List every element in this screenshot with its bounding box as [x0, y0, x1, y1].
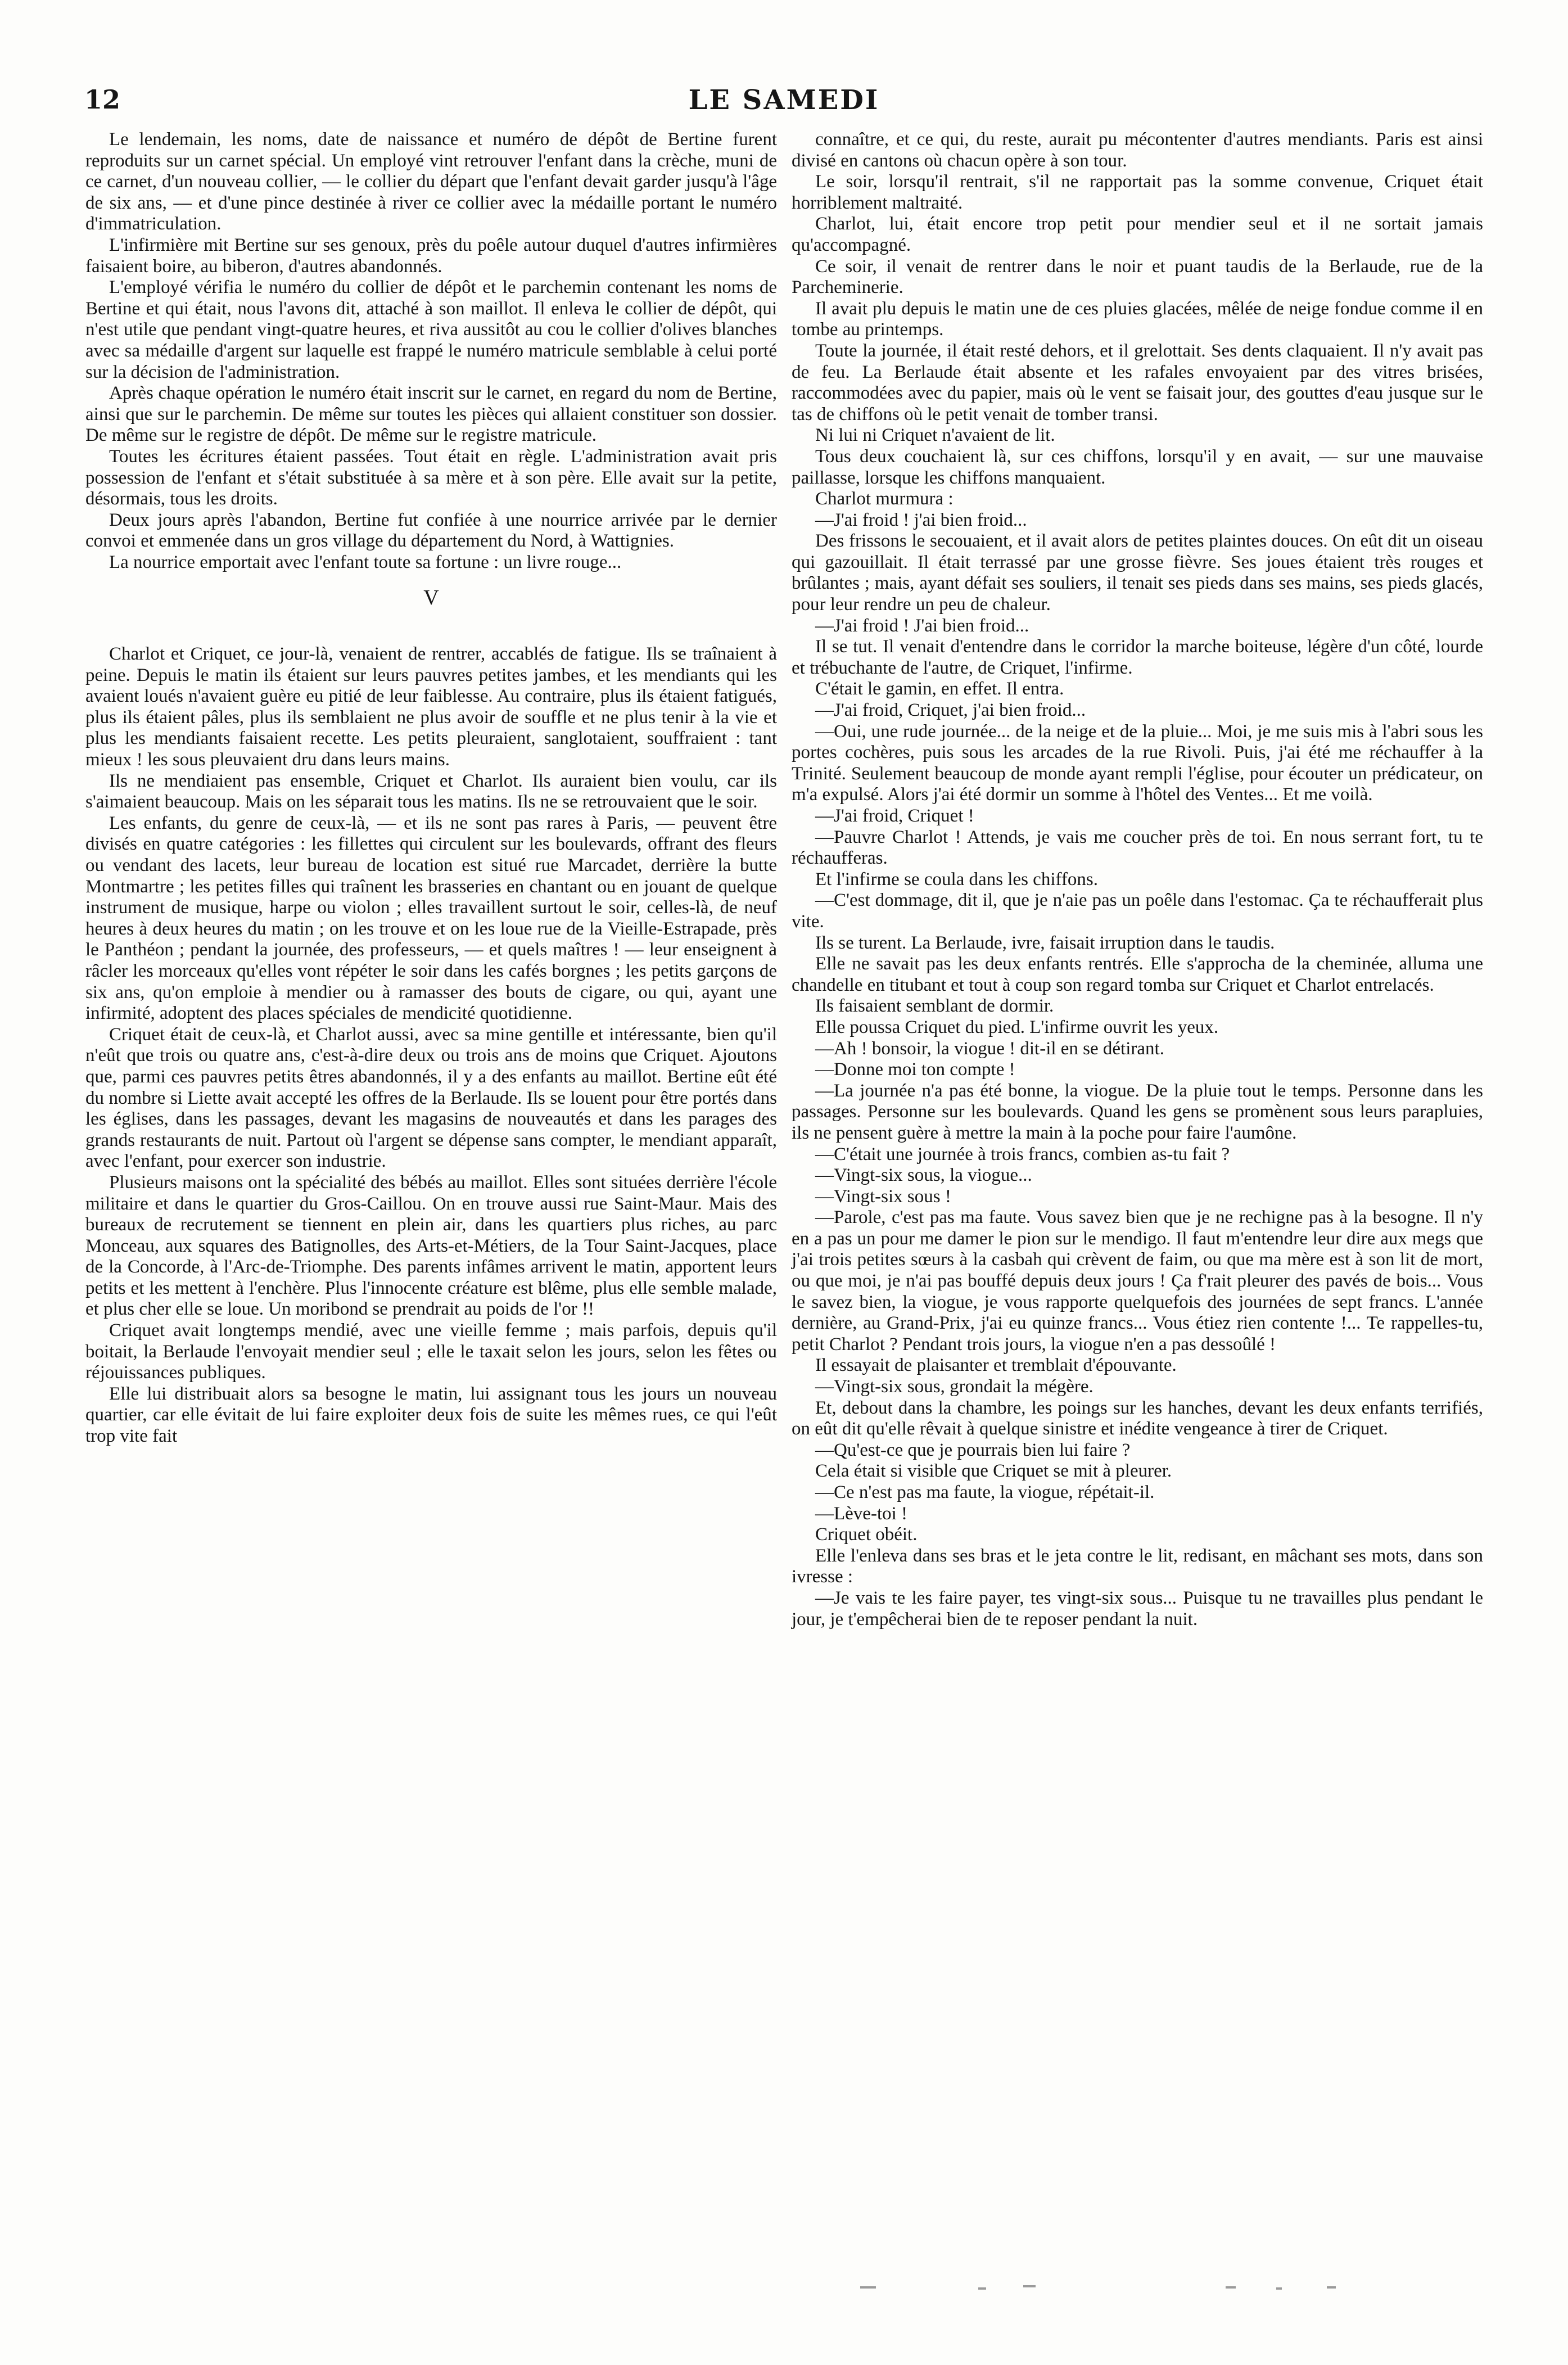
paragraph: Charlot et Criquet, ce jour-là, venaient de rentrer, accablés de fatigue. Ils se traînaient à peine. Depuis le matin ils étaient sur leurs pauvres petites jambes, et les mendiants qui les avaient loués n'avaient guère eu pitié de leur faiblesse. Au contraire, plus ils étaient fatigués, plus ils étaient pâles, plus ils semblaient ne plus avoir de souffle et ne plus tenir à la vie et plus les mendiants faisaient recette. Les petits pleuraient, sanglotaient, souffraient : tant mieux ! les sous pleuvaient dru dans leurs mains.	[85, 644, 777, 770]
left-column-text-after-section	[85, 644, 777, 1447]
paragraph: —Ce n'est pas ma faute, la viogue, répétait-il.	[815, 1482, 1155, 1502]
paragraph: —Vingt-six sous, grondait la mégère.	[815, 1376, 1093, 1397]
paragraph: —J'ai froid, Criquet !	[815, 806, 974, 826]
paragraph: Des frissons le secouaient, et il avait alors de petites plaintes douces. On eût dit un oiseau qui gazouillait. Il était terrassé par une grosse fièvre. Ses joues étaient très rouges et brûlantes ; mais, ayant défait ses souliers, il tenait ses pieds dans ses mains, ses pieds glacés, pour leur rendre un peu de chaleur.	[792, 531, 1483, 615]
print-specks	[860, 2281, 1366, 2298]
right-column-text	[792, 129, 1483, 1630]
paragraph: Criquet avait longtemps mendié, avec une vieille femme ; mais parfois, depuis qu'il boitait, la Berlaude l'envoyait mendier seul ; elle le taxait selon les jours, selon les fêtes ou réjouissances publiques.	[85, 1320, 777, 1383]
paragraph: —J'ai froid, Criquet, j'ai bien froid...	[815, 700, 1086, 721]
paragraph: Il essayait de plaisanter et tremblait d'épouvante.	[815, 1355, 1177, 1376]
paragraph: Charlot, lui, était encore trop petit pour mendier seul et il ne sortait jamais qu'accompagné.	[792, 214, 1483, 255]
paragraph: —Oui, une rude journée... de la neige et de la pluie... Moi, je me suis mis à l'abri sous les portes cochères, puis sous les arcades de la rue Rivoli. Puis, j'ai été me réchauffer à la Trinité. Seulement beaucoup de monde ayant rempli l'église, pour écouter un prédicateur, on m'a expulsé. Alors j'ai été dormir un somme à l'hôtel des Ventes... Et me voilà.	[792, 721, 1483, 805]
paragraph: Elle poussa Criquet du pied. L'infirme ouvrit les yeux.	[815, 1017, 1219, 1037]
paragraph: —Lève-toi !	[815, 1503, 908, 1524]
paragraph: —Vingt-six sous, la viogue...	[815, 1165, 1032, 1186]
paragraph: La nourrice emportait avec l'enfant toute sa fortune : un livre rouge...	[109, 552, 622, 572]
paragraph: Le soir, lorsqu'il rentrait, s'il ne rapportait pas la somme convenue, Criquet était horriblement maltraité.	[792, 171, 1483, 213]
left-column-text-before-section	[85, 129, 777, 573]
paragraph: Elle ne savait pas les deux enfants rentrés. Elle s'approcha de la cheminée, alluma une chandelle en titubant et tout à coup son regard tomba sur Criquet et Charlot entrelacés.	[792, 954, 1483, 995]
paragraph: —Parole, c'est pas ma faute. Vous savez bien que je ne rechigne pas à la besogne. Il n'y en a pas un pour me damer le pion sur le mendigo. Il faut m'entendre leur dire aux megs que j'ai trois petites sœurs à la casbah qui crèvent de faim, ou que ma mère est à son lit de mort, ou que moi, je n'ai pas bouffé depuis deux jours ! Ça f'rait pleurer des pavés de bois... Vous le savez bien, la viogue, je vous rapporte quelquefois des journées de sept francs. L'année dernière, au Grand-Prix, j'ai eu quinze francs... Vous étiez rien contente !... Te rappelles-tu, petit Charlot ? Pendant trois jours, la viogue n'en a pas dessoûlé !	[792, 1207, 1483, 1355]
paragraph: Il se tut. Il venait d'entendre dans le corridor la marche boiteuse, légère d'un côté, lourde et trébuchante de l'autre, de Criquet, l'infirme.	[792, 637, 1483, 678]
paragraph: Ils faisaient semblant de dormir.	[815, 996, 1054, 1017]
paragraph: Toute la journée, il était resté dehors, et il grelottait. Ses dents claquaient. Il n'y avait pas de feu. La Berlaude était absente et les rafales envoyaient par des vitres brisées, raccommodées avec du papier, mais où le vent se faisait jour, des gouttes d'eau jusque sur le tas de chiffons où le petit venait de tomber transi.	[792, 340, 1483, 425]
page-number: 12	[84, 84, 121, 115]
paragraph: —La journée n'a pas été bonne, la viogue. De la pluie tout le temps. Personne dans les passages. Personne sur les boulevards. Quand les gens se promènent sous leurs parapluies, ils ne pensent guère à mettre la main à la poche pour faire l'aumône.	[792, 1080, 1483, 1143]
paragraph: connaître, et ce qui, du reste, aurait pu mécontenter d'autres mendiants. Paris est ainsi divisé en cantons où chacun opère à son tour.	[792, 129, 1483, 171]
paragraph: Ni lui ni Criquet n'avaient de lit.	[815, 425, 1055, 446]
left-column	[85, 129, 777, 1447]
paragraph: —Pauvre Charlot ! Attends, je vais me coucher près de toi. En nous serrant fort, tu te réchaufferas.	[792, 827, 1483, 869]
paragraph: —C'était une journée à trois francs, combien as-tu fait ?	[815, 1144, 1230, 1165]
paragraph: Ils se turent. La Berlaude, ivre, faisait irruption dans le taudis.	[815, 932, 1275, 953]
paragraph: Cela était si visible que Criquet se mit à pleurer.	[815, 1461, 1172, 1482]
paragraph: Elle lui distribuait alors sa besogne le matin, lui assignant tous les jours un nouveau quartier, car elle évitait de lui faire exploiter deux fois de suite les mêmes rues, ce qui l'eût trop vite fait	[85, 1383, 777, 1447]
paragraph: Et, debout dans la chambre, les poings sur les hanches, devant les deux enfants terrifiés, on eût dit qu'elle rêvait à quelque sinistre et inédite vengeance à tirer de Criquet.	[792, 1397, 1483, 1439]
paragraph: Elle l'enleva dans ses bras et le jeta contre le lit, redisant, en mâchant ses mots, dans son ivresse :	[792, 1545, 1483, 1587]
paragraph: Toutes les écritures étaient passées. Tout était en règle. L'administration avait pris possession de l'enfant et s'était substituée à sa mère et à son père. Elle avait sur la petite, désormais, tous les droits.	[85, 446, 777, 509]
right-column	[792, 129, 1483, 1630]
paragraph: Ils ne mendiaient pas ensemble, Criquet et Charlot. Ils auraient bien voulu, car ils s'aimaient beaucoup. Mais on les séparait tous les matins. Ils ne se retrouvaient que le soir.	[85, 770, 777, 813]
paragraph: —Ah ! bonsoir, la viogue ! dit-il en se détirant.	[815, 1038, 1164, 1059]
paragraph: —Je vais te les faire payer, tes vingt-six sous... Puisque tu ne travailles plus pendant le jour, je t'empêcherai bien de te reposer pendant la nuit.	[792, 1587, 1483, 1630]
paragraph: Les enfants, du genre de ceux-là, — et ils ne sont pas rares à Paris, — peuvent être divisés en quatre catégories : les fillettes qui circulent sur les boulevards, offrant des fleurs ou vendant des lacets, leur bureau de location est situé rue Marcadet, derrière la butte Montmartre ; les petites filles qui traînent les brasseries en chantant ou en jouant de quelque instrument de musique, harpe ou violon ; elles travaillent surtout le soir, celles-là, de neuf heures à deux heures du matin ; on les trouve et on les loue rue de la Vieille-Estrapade, près le Panthéon ; pendant la journée, des professeurs, — et quels maîtres ! — leur enseignent à râcler les morceaux qu'elles vont répéter le soir dans les cafés borgnes ; les petits garçons de six ans, qu'on emploie à mendier ou à ramasser des bouts de cigare, ou qui, ayant une infirmité, adoptent des places spéciales de mendicité quotidienne.	[85, 813, 777, 1024]
paragraph: —Vingt-six sous !	[815, 1186, 951, 1207]
paragraph: Le lendemain, les noms, date de naissance et numéro de dépôt de Bertine furent reproduits sur un carnet spécial. Un employé vint retrouver l'enfant dans la crèche, muni de ce carnet, d'un nouveau collier, — le collier du départ que l'enfant devait garder jusqu'à l'âge de six ans, — et d'une pince destinée à river ce collier avec la médaille portant le numéro d'immatriculation.	[85, 129, 777, 234]
paragraph: Deux jours après l'abandon, Bertine fut confiée à une nourrice arrivée par le dernier convoi et emmenée dans un gros village du département du Nord, à Wattignies.	[85, 509, 777, 552]
paragraph: —J'ai froid ! J'ai bien froid...	[815, 615, 1029, 636]
paragraph: Et l'infirme se coula dans les chiffons.	[815, 869, 1098, 890]
paragraph: —Qu'est-ce que je pourrais bien lui faire ?	[815, 1439, 1131, 1460]
paragraph: Il avait plu depuis le matin une de ces pluies glacées, mêlée de neige fondue comme il en tombe au printemps.	[792, 298, 1483, 340]
paragraph: Après chaque opération le numéro était inscrit sur le carnet, en regard du nom de Bertine, ainsi que sur le parchemin. De même sur toutes les pièces qui allaient constituer son dossier. De même sur le registre de dépôt. De même sur le registre matricule.	[85, 383, 777, 446]
paragraph: Criquet obéit.	[815, 1524, 918, 1545]
page-header	[84, 84, 1484, 129]
section-number: V	[423, 586, 439, 610]
paragraph: C'était le gamin, en effet. Il entra.	[815, 679, 1064, 699]
paragraph: L'infirmière mit Bertine sur ses genoux, près du poêle autour duquel d'autres infirmières faisaient boire, au biberon, d'autres abandonnés.	[85, 234, 777, 277]
paragraph: Charlot murmura :	[815, 489, 954, 509]
paragraph: Plusieurs maisons ont la spécialité des bébés au maillot. Elles sont situées derrière l'école militaire et dans le quartier du Gros-Caillou. On en trouve aussi rue Saint-Maur. Mais des bureaux de recrutement se tiennent en plein air, dans les quartiers plus riches, au parc Monceau, aux squares des Batignolles, des Arts-et-Métiers, de la Tour Saint-Jacques, place de la Concorde, à l'Arc-de-Triomphe. Des parents infâmes arrivent le matin, apportent leurs petits et les mettent à l'enchère. Plus l'innocente créature est blême, plus elle semble malade, et plus cher elle se loue. Un moribond se prendrait au poids de l'or !!	[85, 1172, 777, 1320]
paragraph: L'employé vérifia le numéro du collier de dépôt et le parchemin contenant les noms de Bertine et qui était, nous l'avons dit, attaché à son maillot. Il enleva le collier de dépôt, qui n'est utile que pendant vingt-quatre heures, et riva aussitôt au cou le collier d'olives blanches avec sa médaille d'argent sur laquelle est frappé le numéro matricule semblable à celui porté sur la décision de l'administration.	[85, 277, 777, 382]
paragraph: Ce soir, il venait de rentrer dans le noir et puant taudis de la Berlaude, rue de la Parcheminerie.	[792, 256, 1483, 298]
paragraph: Criquet était de ceux-là, et Charlot aussi, avec sa mine gentille et intéressante, bien qu'il n'eût que trois ou quatre ans, c'est-à-dire deux ou trois ans de moins que Criquet. Ajoutons que, parmi ces pauvres petits êtres abandonnés, il y a des enfants au maillot. Bertine eût été du nombre si Liette avait accepté les offres de la Berlaude. Ils se louent pour être portés dans les églises, dans les passages, devant les magasins de nouveautés et dans les parages des grands restaurants de nuit. Partout où l'argent se dépense sans compter, le mendiant apparaît, avec l'enfant, pour exercer son industrie.	[85, 1024, 777, 1172]
paragraph: —J'ai froid ! j'ai bien froid...	[815, 509, 1027, 530]
journal-title: LE SAMEDI	[688, 84, 880, 116]
paragraph: —C'est dommage, dit il, que je n'aie pas un poêle dans l'estomac. Ça te réchaufferait plus vite.	[792, 890, 1483, 932]
paragraph: —Donne moi ton compte !	[815, 1059, 1015, 1080]
paragraph: Tous deux couchaient là, sur ces chiffons, lorsqu'il y en avait, — sur une mauvaise paillasse, lorsque les chiffons manquaient.	[792, 446, 1483, 488]
